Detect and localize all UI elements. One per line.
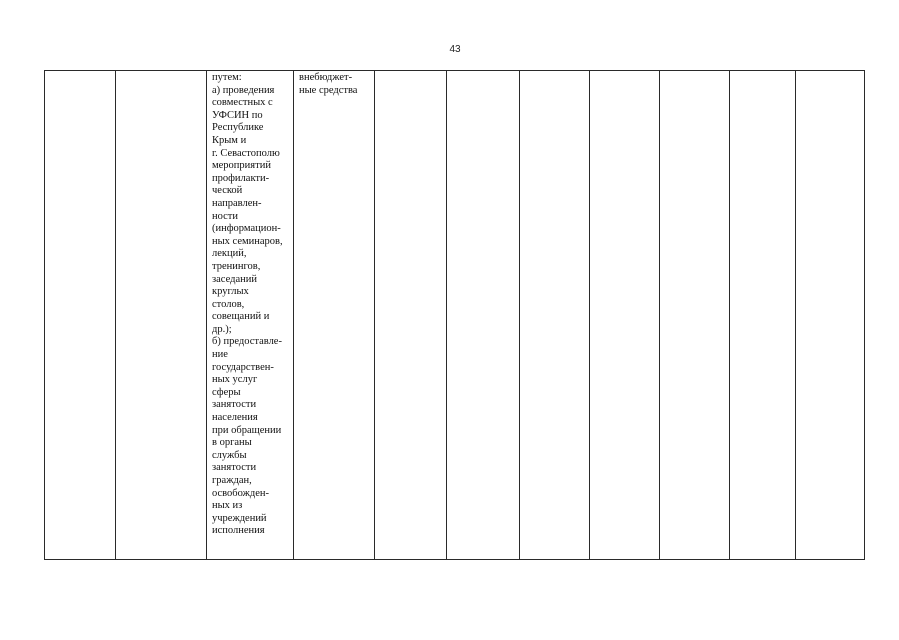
table-row xyxy=(45,71,865,560)
table-cell-value xyxy=(590,71,660,560)
table-cell-value xyxy=(660,71,730,560)
table-cell-measure xyxy=(207,71,294,560)
data-table xyxy=(44,70,865,560)
table-cell-value xyxy=(520,71,590,560)
table-cell-value xyxy=(447,71,520,560)
table-cell-value xyxy=(796,71,865,560)
page-number: 43 xyxy=(449,44,461,55)
funding-source-text: внебюджет- ные средства xyxy=(299,72,358,96)
table-cell-number xyxy=(45,71,116,560)
table-cell-value xyxy=(730,71,796,560)
table-cell-reserved xyxy=(116,71,207,560)
table-cell-value xyxy=(375,71,447,560)
table-cell-funding-source xyxy=(294,71,375,560)
measure-text: путем: а) проведения совместных с УФСИН по Республике Крым и г. Севастополю мероприятий профилакти- ческой направлен- ности (информацион- ных семинаров, лекций, тренингов, заседаний круглых столов, совещаний и др.); б) предоставле- ние государствен- ных услуг сферы занятости населения при обращении в органы службы занятости граждан, освобожден- ных из учреждений исполнения xyxy=(212,72,283,537)
